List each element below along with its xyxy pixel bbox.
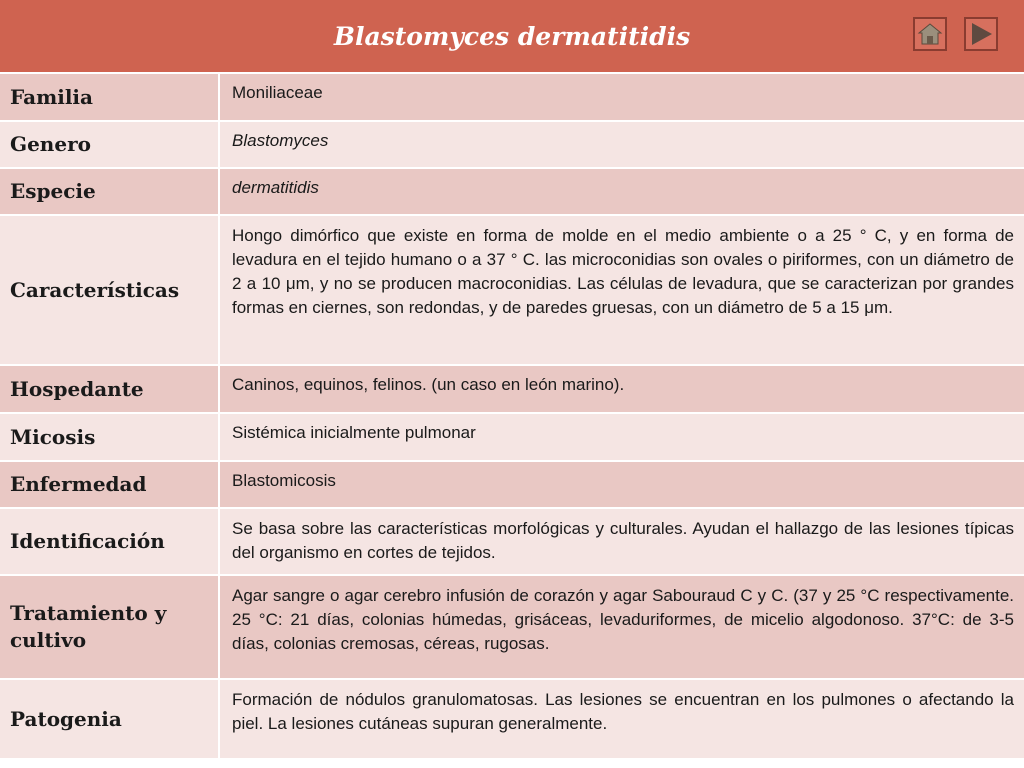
row-value: dermatitidis: [220, 169, 1024, 214]
table-row: [0, 509, 1024, 576]
table-header: [0, 0, 1024, 74]
table-row: [0, 216, 1024, 366]
row-label: Genero: [0, 122, 220, 167]
row-value: Moniliaceae: [220, 74, 1024, 120]
row-label: Familia: [0, 74, 220, 120]
row-value: Hongo dimórfico que existe en forma de molde en el medio ambiente o a 25 ° C, y en forma de levadura en el tejido humano o a 37 ° C. las microconidias son ovales o piriformes, con un diámetro de 2 a 10 μm, y no se producen macroconidias. Las células de levadura, que se caracterizan por grandes formas en ciernes, son redondas, y de paredes gruesas, con un diámetro de 5 a 15 μm.: [220, 216, 1024, 364]
row-value: Agar sangre o agar cerebro infusión de corazón y agar Sabouraud C y C. (37 y 25 °C respectivamente. 25 °C: 21 días, colonias húmedas, grisáceas, levaduriformes, de micelio algodonoso. 37°C: de 3-5 días, colonias cremosas, céreas, rugosas.: [220, 576, 1024, 678]
page-title: Blastomyces dermatitidis: [333, 22, 691, 51]
row-label: Especie: [0, 169, 220, 214]
info-table: [0, 74, 1024, 758]
row-value: Blastomicosis: [220, 462, 1024, 507]
table-row: [0, 576, 1024, 680]
table-row: [0, 122, 1024, 169]
row-label: Enfermedad: [0, 462, 220, 507]
home-button[interactable]: [913, 17, 947, 51]
row-label: Identificación: [0, 509, 220, 574]
row-label: Patogenia: [0, 680, 220, 758]
row-label: Micosis: [0, 414, 220, 460]
table-row: [0, 414, 1024, 462]
row-value: Sistémica inicialmente pulmonar: [220, 414, 1024, 460]
table-row: [0, 366, 1024, 414]
next-button[interactable]: [964, 17, 998, 51]
table-row: [0, 169, 1024, 216]
row-value: Blastomyces: [220, 122, 1024, 167]
row-label: Tratamiento y cultivo: [0, 576, 220, 678]
row-value: Formación de nódulos granulomatosas. Las lesiones se encuentran en los pulmones o afectando la piel. La lesiones cutáneas supuran generalmente.: [220, 680, 1024, 758]
row-label: Características: [0, 216, 220, 364]
table-row: [0, 74, 1024, 122]
row-value: Se basa sobre las características morfológicas y culturales. Ayudan el hallazgo de las lesiones típicas del organismo en cortes de tejidos.: [220, 509, 1024, 574]
row-label: Hospedante: [0, 366, 220, 412]
play-next-icon: [966, 19, 996, 49]
table-row: [0, 680, 1024, 758]
table-row: [0, 462, 1024, 509]
home-icon: [915, 19, 945, 49]
row-value: Caninos, equinos, felinos. (un caso en león marino).: [220, 366, 1024, 412]
